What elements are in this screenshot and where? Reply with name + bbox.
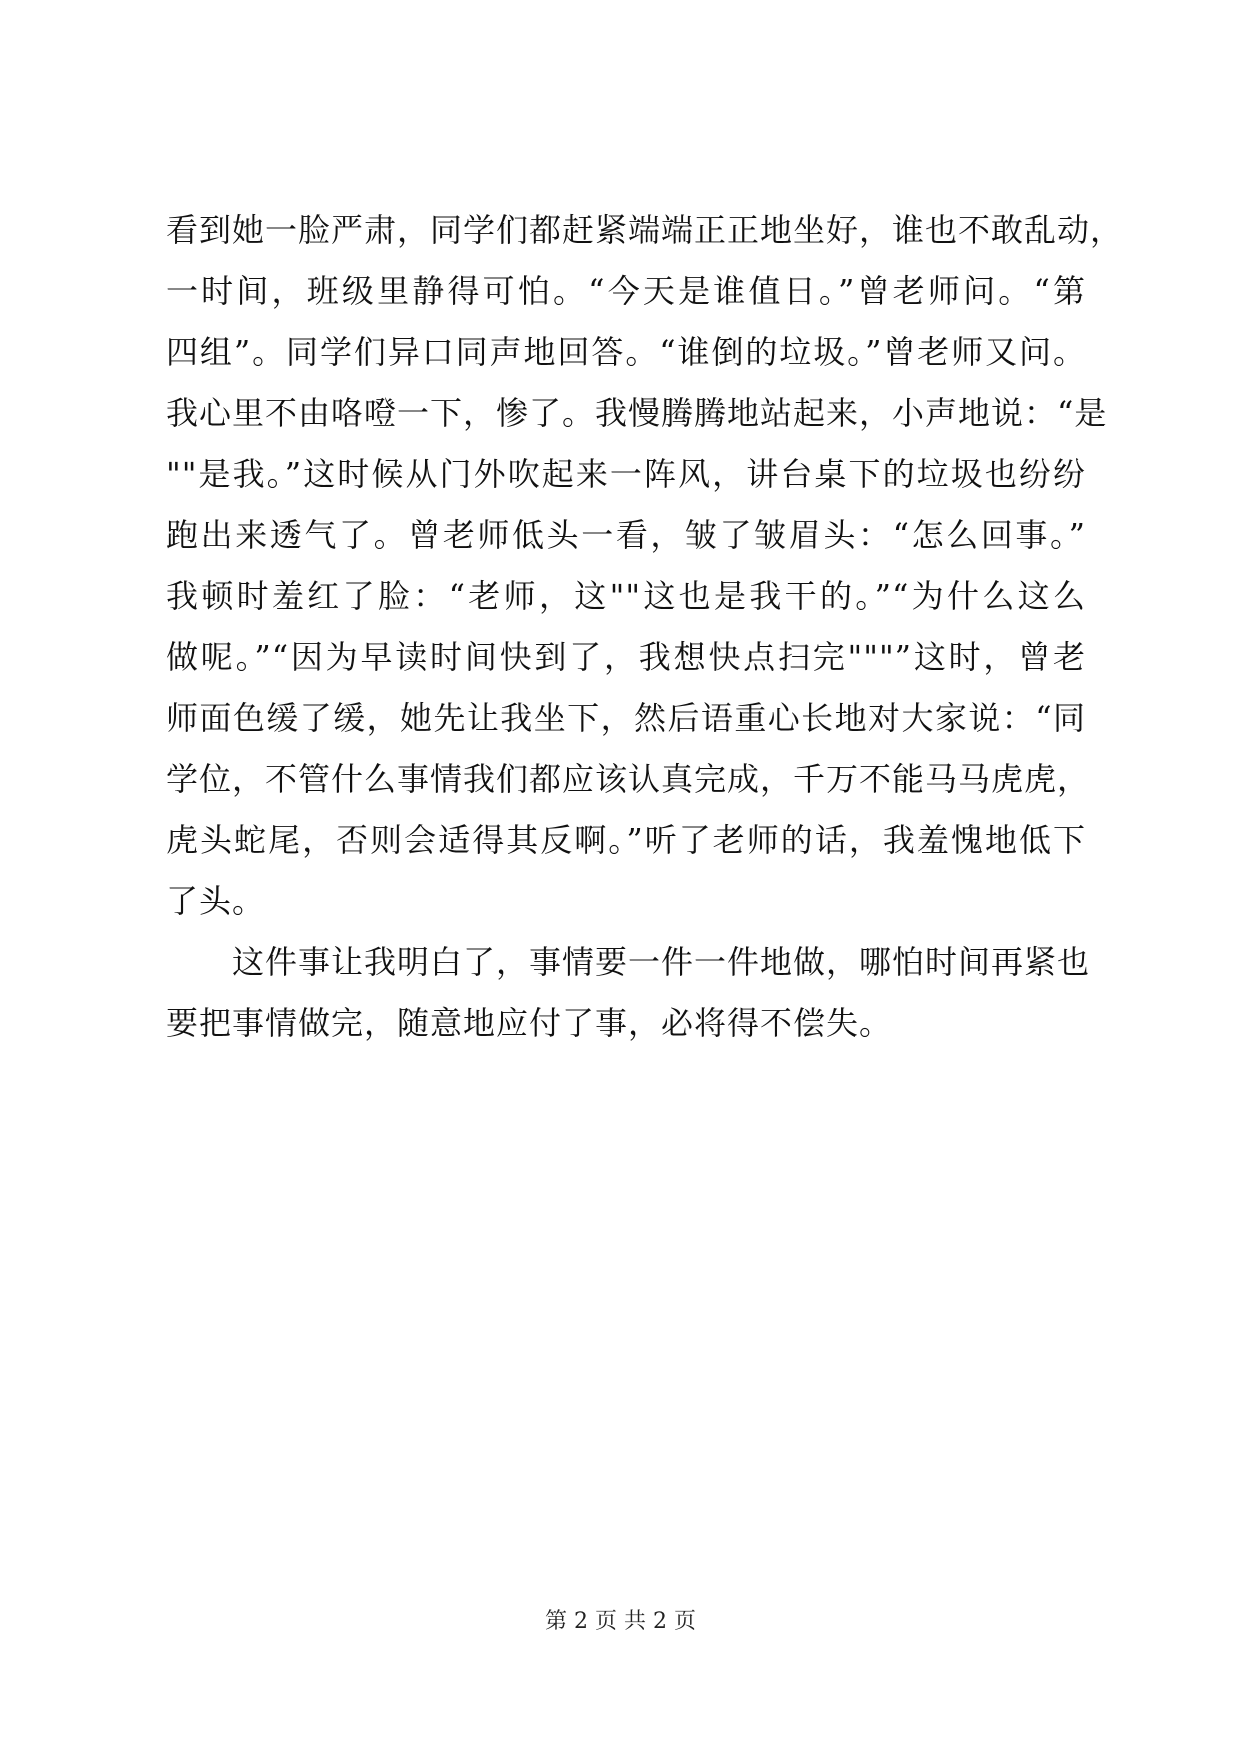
body-text <box>166 200 1124 1054</box>
text-line: 师面色缓了缓，她先让我坐下，然后语重心长地对大家说：“同 <box>166 699 1086 737</box>
text-line: 这件事让我明白了，事情要一件一件地做，哪怕时间再紧也 <box>232 943 1091 981</box>
text-line: 了头。 <box>166 882 266 920</box>
text-line: 我心里不由咯噔一下，惨了。我慢腾腾地站起来，小声地说：“是 <box>166 394 1108 432</box>
text-line: ""是我。”这时候从门外吹起来一阵风，讲台桌下的垃圾也纷纷 <box>166 455 1086 493</box>
text-line: 做呢。”“因为早读时间快到了，我想快点扫完"""”这时，曾老 <box>166 638 1086 676</box>
text-line: 要把事情做完，随意地应付了事，必将得不偿失。 <box>166 1004 893 1042</box>
text-line: 学位，不管什么事情我们都应该认真完成，千万不能马马虎虎， <box>166 760 1091 798</box>
text-line: 四组”。同学们异口同声地回答。“谁倒的垃圾。”曾老师又问。 <box>166 333 1086 371</box>
text-line: 我顿时羞红了脸：“老师，这""这也是我干的。”“为什么这么 <box>166 577 1086 615</box>
text-line: 一时间，班级里静得可怕。“今天是谁值日。”曾老师问。“第 <box>166 272 1086 310</box>
text-line: 看到她一脸严肃，同学们都赶紧端端正正地坐好，谁也不敢乱动， <box>166 211 1124 249</box>
text-line: 跑出来透气了。曾老师低头一看，皱了皱眉头：“怎么回事。” <box>166 516 1086 554</box>
paragraph-2 <box>166 932 1091 1054</box>
paragraph-1 <box>166 200 1124 932</box>
page-number-footer: 第 2 页 共 2 页 <box>545 1609 696 1634</box>
text-line: 虎头蛇尾，否则会适得其反啊。”听了老师的话，我羞愧地低下 <box>166 821 1086 859</box>
